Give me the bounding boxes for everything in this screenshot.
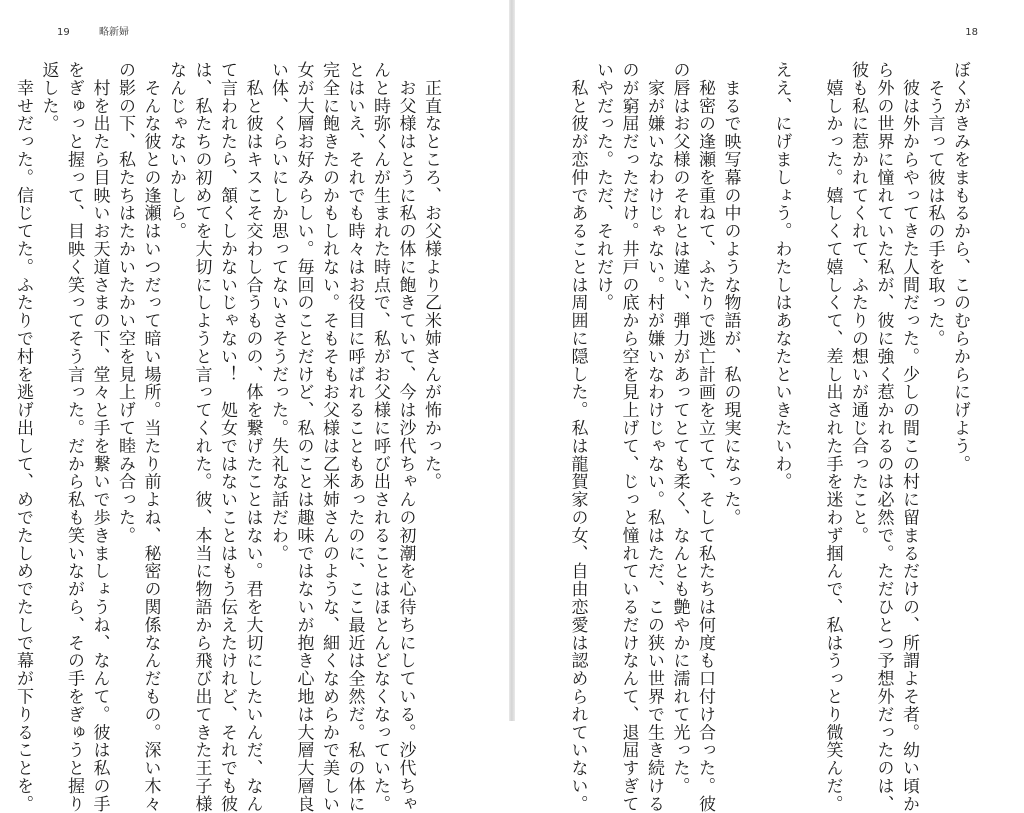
vertical-text-block bbox=[13, 61, 443, 813]
text-line: 彼も私に惹かれてくれて、ふたりの想いが通じ合ったこと。 bbox=[848, 61, 868, 545]
text-line: 返した。 bbox=[38, 61, 59, 133]
text-line: 幸せだった。信じてた。ふたりで村を逃げ出して、めでたしめでたしで幕が下りることを。 bbox=[13, 61, 33, 813]
text-line: をぎゅっと握って、目映く笑ってそう言った。だから私も笑いながら、その手をぎゅうと握り bbox=[64, 61, 84, 813]
text-line: 女が大層お好みらしい。毎回のことだけど、私のことは趣味ではないが抱き心地は大層大層良 bbox=[293, 61, 314, 813]
right-page bbox=[515, 0, 1024, 813]
text-line: の影の下、私たちはたかいたかい空を見上げて睦み合った。 bbox=[115, 61, 135, 545]
text-line: の唇はお父様のそれとは違い、弾力があってとても柔く、なんとも艶やかに濡れて光った。 bbox=[669, 61, 690, 795]
blank-line bbox=[794, 61, 820, 701]
text-line: 彼は外からやってきた人間だった。少しの間この村に留まるだけの、所謂よそ者。幼い頃か bbox=[899, 61, 919, 813]
blank-line bbox=[743, 61, 769, 701]
text-line: 私と彼が恋仲であることは周囲に隠した。私は龍賀家の女、自由恋愛は認められていない。 bbox=[567, 61, 588, 813]
text-line: なんじゃないかしら。 bbox=[166, 61, 186, 240]
text-line: いやだった。ただ、それだけ。 bbox=[593, 61, 613, 312]
text-line: て言われたら、頷くしかないじゃない！ 処女ではないことはもう伝えたけれど、それでも彼 bbox=[217, 61, 237, 813]
text-line: 嬉しかった。嬉しくて嬉しくて、差し出された手を迷わず掴んで、私はうっとり微笑んだ。 bbox=[822, 61, 843, 813]
running-head: 略新婦 bbox=[99, 27, 129, 38]
text-line: 村を出たら目映いお天道さまの下、堂々と手を繋いで歩きましょうね、なんて。彼は私の手 bbox=[89, 61, 110, 813]
left-page bbox=[0, 0, 509, 813]
text-line: そんな彼との逢瀬はいつだって暗い場所。当たり前よね、秘密の関係なんだもの。深い木々 bbox=[140, 61, 161, 813]
text-line: そう言って彼は私の手を取った。 bbox=[924, 61, 945, 348]
text-line: んと時弥くんが生まれた時点で、私がお父様に呼び出されることはほとんどなくなっていた。 bbox=[370, 61, 390, 813]
text-line: ええ、にげましょう。わたしはあなたといきたいわ。 bbox=[771, 61, 792, 491]
vertical-text-block bbox=[552, 61, 972, 813]
text-line: のが窮屈だっただけ。井戸の底から空を見上げて、じっと憧れているだけなんて、退屈すぎて bbox=[618, 61, 639, 813]
text-line: とはいえ、それでも時々はお役目に呼ばれることもあったのに、ここ最近は全然だ。私の体に bbox=[344, 61, 365, 813]
text-line: 家が嫌いなわけじゃない。村が嫌いなわけじゃない。私はただ、この狭い世界で生き続ける bbox=[644, 61, 664, 813]
text-line: 秘密の逢瀬を重ねて、ふたりで逃亡計画を立てて、そして私たちは何度も口付け合った。彼 bbox=[695, 61, 715, 813]
text-line: 正直なところ、お父様より乙米姉さんが怖かった。 bbox=[421, 61, 441, 491]
page-number: 19 bbox=[57, 27, 70, 38]
page-number: 18 bbox=[965, 27, 978, 38]
text-line: ぼくがきみをまもるから、このむらからにげよう。 bbox=[950, 61, 970, 473]
text-line: お父様はとうに私の体に飽きていて、今は沙代ちゃんの初潮を心待ちにしている。沙代ちゃ bbox=[395, 61, 416, 813]
text-line: い体、くらいにしか思ってないさそうだった。失礼な話だわ。 bbox=[268, 61, 288, 563]
text-line: 私と彼はキスこそ交わし合うものの、体を繋げたことはない。君を大切にしたいんだ、なん bbox=[242, 61, 263, 813]
text-line: 完全に飽きたのかもしれない。そもそもお父様は乙米姉さんのような、細くなめらかで美しい bbox=[319, 61, 339, 813]
text-line: ら外の世界に憧れていた私が、彼に強く惹かれるのは必然で。ただひとつ予想外だったのは、 bbox=[873, 61, 894, 813]
text-line: まるで映写幕の中のような物語が、私の現実になった。 bbox=[720, 61, 741, 527]
text-line: は、私たちの初めてを大切にしようと言ってくれた。彼、本当に物語から飛び出てきた王子様 bbox=[191, 61, 212, 813]
